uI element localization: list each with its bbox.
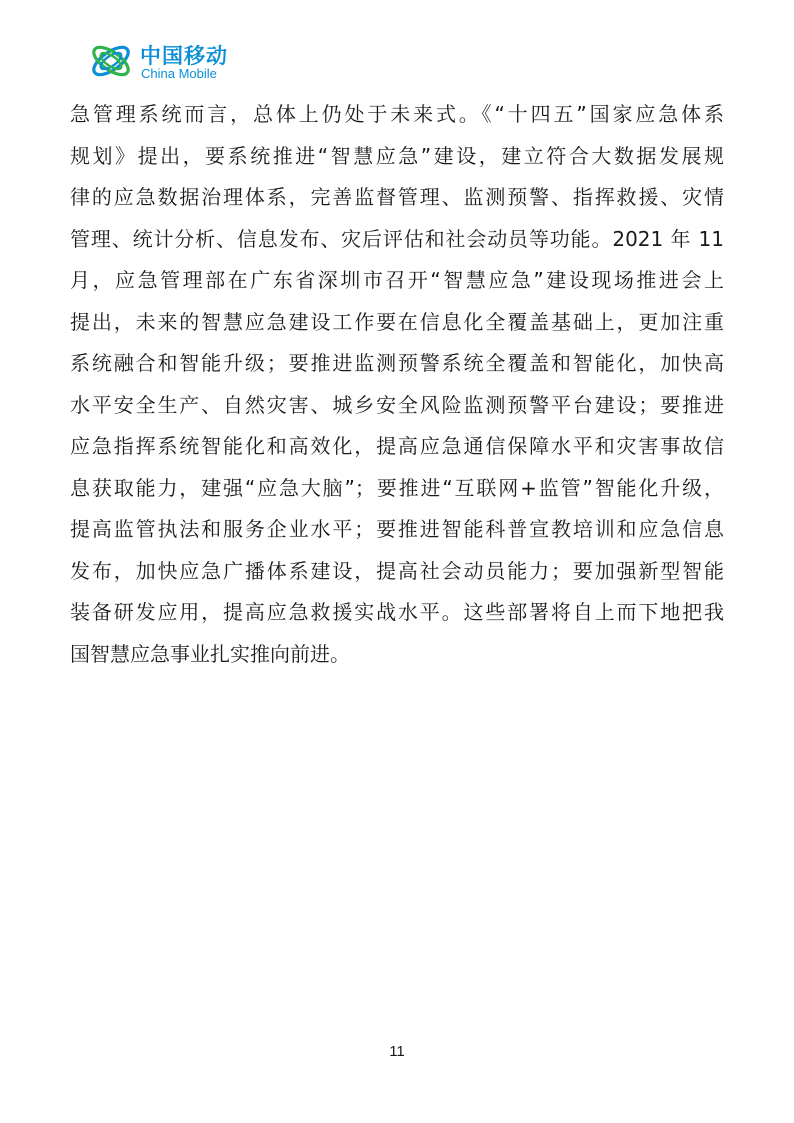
- page-number: 11: [389, 1043, 405, 1060]
- text-line: 管理、统计分析、信息发布、灾后评估和社会动员等功能。2021 年 11: [70, 226, 724, 251]
- text-line: 应急指挥系统智能化和高效化，提高应急通信保障水平和灾害事故信: [70, 434, 724, 458]
- text-line: 急管理系统而言，总体上仍处于未来式。《“十四五”国家应急体系: [70, 102, 724, 126]
- text-line: 国智慧应急事业扎实推向前进。: [70, 641, 350, 666]
- body-paragraph: [70, 94, 724, 675]
- text-line: 息获取能力，建强“应急大脑”；要推进“互联网+监管”智能化升级，: [70, 475, 724, 500]
- text-line: 系统融合和智能升级；要推进监测预警系统全覆盖和智能化，加快高: [70, 351, 724, 375]
- text-line: 月，应急管理部在广东省深圳市召开“智慧应急”建设现场推进会上: [70, 268, 724, 292]
- text-line: 提出，未来的智慧应急建设工作要在信息化全覆盖基础上，更加注重: [70, 309, 724, 334]
- text-line: 规划》提出，要系统推进“智慧应急”建设，建立符合大数据发展规: [70, 143, 724, 168]
- text-line: 水平安全生产、自然灾害、城乡安全风险监测预警平台建设；要推进: [70, 392, 724, 417]
- text-line: 律的应急数据治理体系，完善监督管理、监测预警、指挥救援、灾情: [70, 185, 724, 209]
- china-mobile-logo: [88, 38, 248, 88]
- china-mobile-logo-icon: [88, 38, 134, 84]
- logo-chinese-name: 中国移动: [140, 44, 228, 68]
- text-line: 发布，加快应急广播体系建设，提高社会动员能力；要加强新型智能: [70, 558, 724, 583]
- text-line: 装备研发应用，提高应急救援实战水平。这些部署将自上而下地把我: [70, 600, 724, 624]
- logo-english-name: China Mobile: [141, 66, 217, 81]
- text-line: 提高监管执法和服务企业水平；要推进智能科普宣教培训和应急信息: [70, 517, 724, 541]
